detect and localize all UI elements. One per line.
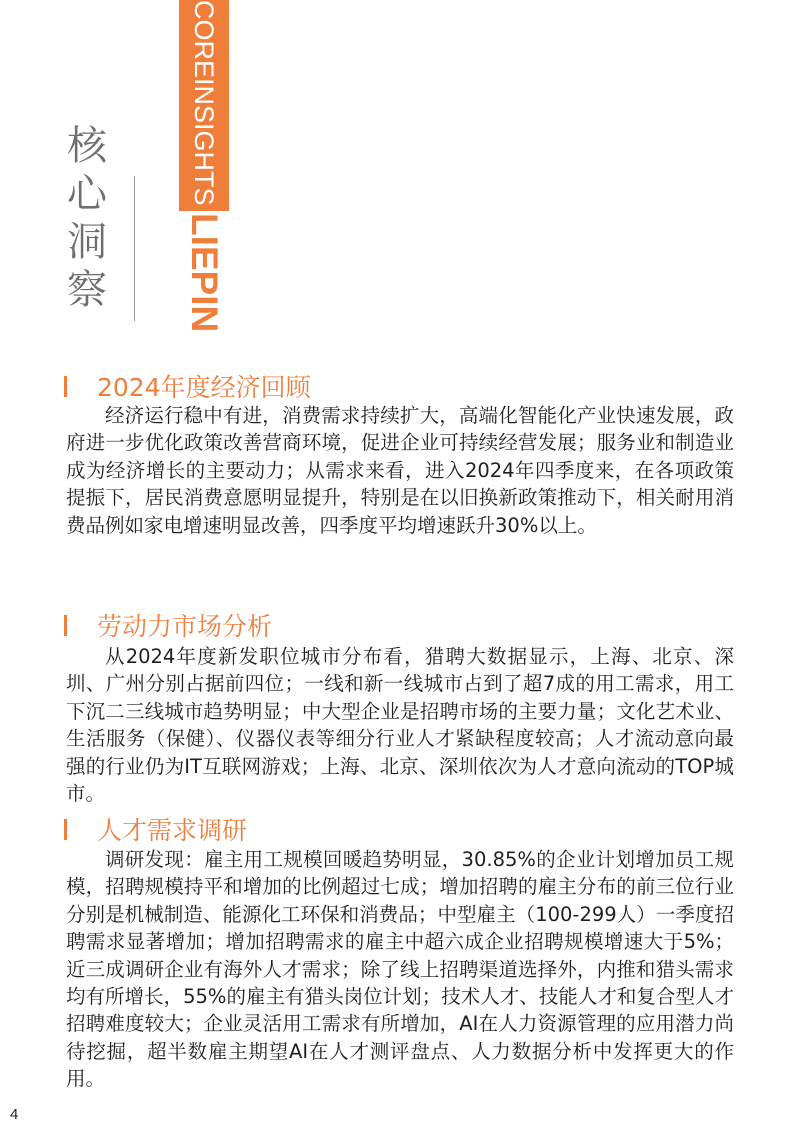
heading-text: 人才需求调研 [97, 816, 248, 845]
section-body-economy: 经济运行稳中有进，消费需求持续扩大，高端化智能化产业快速发展，政府进一步优化政策改善营商环境，促进企业可持续经营发展；服务业和制造业成为经济增长的主要动力；从需求来看，进入2024年四季度来，在各项政策提振下，居民消费意愿明显提升，特别是在以旧换新政策推动下，相关耐用消费品例如家电增速明显改善，四季度平均增速跃升30%以上。 [66, 404, 734, 537]
brand-coreinsights: COREINSIGHTS [189, 0, 219, 206]
heading-text: 劳动力市场分析 [97, 612, 273, 641]
heading-bar [64, 376, 67, 397]
section-body-labor: 从2024年度新发职位城市分布看，猎聘大数据显示，上海、北京、深圳、广州分别占据前四位；一线和新一线城市占到了超7成的用工需求，用工下沉二三线城市趋势明显；中大型企业是招聘市场的主要力量；文化艺术业、生活服务（保健）、仪器仪表等细分行业人才紧缺程度较高；人才流动意向最强的行业仍为IT互联网游戏；上海、北京、深圳依次为人才意向流动的TOP城市。 [66, 645, 734, 806]
heading-bar [64, 819, 67, 840]
heading-bar [64, 615, 67, 636]
page-title-vertical [62, 122, 112, 314]
section-heading-talent [64, 812, 247, 846]
title-char: 心 [67, 171, 107, 217]
title-char: 核 [67, 123, 107, 169]
section-heading-economy [64, 369, 311, 403]
brand-liepin: LIEPIN [184, 213, 225, 333]
title-divider [134, 176, 135, 321]
title-char: 察 [67, 267, 107, 313]
page-number: 4 [10, 1106, 19, 1123]
heading-text: 2024年度经济回顾 [97, 373, 311, 402]
section-heading-labor [64, 608, 272, 642]
section-body-talent: 调研发现：雇主用工规模回暖趋势明显，30.85%的企业计划增加员工规模，招聘规模持平和增加的比例超过七成；增加招聘的雇主分布的前三位行业分别是机械制造、能源化工环保和消费品；中型雇主（100-299人）一季度招聘需求显著增加；增加招聘需求的雇主中超六成企业招聘规模增速大于5%；近三成调研企业有海外人才需求；除了线上招聘渠道选择外，内推和猎头需求均有所增长，55%的雇主有猎头岗位计划；技术人才、技能人才和复合型人才招聘难度较大；企业灵活用工需求有所增加，AI在人力资源管理的应用潜力尚待挖掘，超半数雇主期望AI在人才测评盘点、人力数据分析中发挥更大的作用。 [66, 848, 734, 1091]
title-char: 洞 [67, 219, 107, 265]
